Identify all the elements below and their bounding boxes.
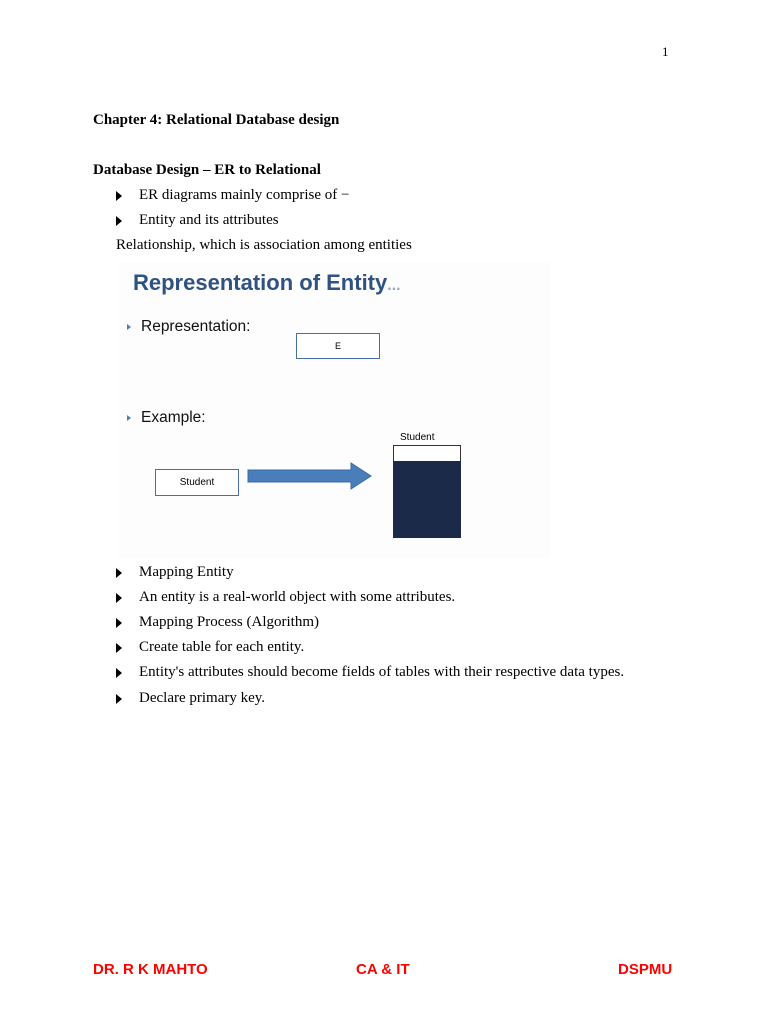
bullet-triangle-icon: [116, 694, 122, 704]
mapping-arrow-icon: [247, 462, 373, 490]
slide-bullet-representation-text: Representation:: [141, 318, 251, 335]
mapping-bullet: [116, 690, 265, 707]
intro-line: Relationship, which is association among entities: [116, 237, 412, 253]
student-entity-rectangle: Student: [155, 469, 239, 496]
slide-bullet-representation: [127, 318, 250, 336]
bullet-triangle-icon: [116, 216, 122, 226]
mapping-bullet-text: An entity is a real-world object with some attributes.: [139, 589, 456, 605]
mapping-bullet-text: Mapping Entity: [139, 564, 234, 580]
page-number: 1: [662, 44, 669, 59]
table-body: [393, 461, 461, 538]
bullet-triangle-icon: [116, 618, 122, 628]
slide-bullet-icon: [127, 324, 131, 330]
bullet-triangle-icon: [116, 668, 122, 678]
intro-bullet: [116, 212, 279, 229]
footer-author: DR. R K MAHTO: [93, 961, 208, 978]
bullet-triangle-icon: [116, 568, 122, 578]
mapping-bullet: [116, 639, 304, 656]
slide-bullet-example: [127, 409, 206, 427]
bullet-triangle-icon: [116, 191, 122, 201]
section-title: Database Design – ER to Relational: [93, 162, 321, 178]
slide-bullet-example-text: Example:: [141, 409, 206, 426]
mapping-bullet-text: Declare primary key.: [139, 690, 266, 706]
intro-bullet-text: Entity and its attributes: [139, 212, 279, 228]
footer-university: DSPMU: [618, 961, 673, 978]
slide-title: [133, 270, 401, 296]
intro-bullet: [116, 187, 350, 204]
slide-bullet-icon: [127, 415, 131, 421]
entity-rectangle: E: [296, 333, 380, 359]
bullet-triangle-icon: [116, 643, 122, 653]
mapping-bullet-text: Create table for each entity.: [139, 639, 305, 655]
intro-bullet-text: ER diagrams mainly comprise of −: [139, 187, 350, 203]
mapping-bullet: [116, 589, 455, 606]
chapter-title: Chapter 4: Relational Database design: [93, 112, 340, 128]
mapping-bullet: [116, 564, 234, 581]
slide-title-ellipsis: ...: [387, 277, 401, 294]
mapping-bullet-text: Mapping Process (Algorithm): [139, 614, 319, 630]
table-label: Student: [400, 432, 435, 443]
entity-representation-slide: [118, 262, 550, 558]
footer-department: CA & IT: [356, 961, 410, 978]
slide-title-text: Representation of Entity: [133, 270, 388, 295]
bullet-triangle-icon: [116, 593, 122, 603]
mapping-bullet-text: Entity's attributes should become fields of tables with their respective data types.: [139, 664, 625, 680]
mapping-bullet: [116, 614, 319, 631]
mapping-bullet: [116, 664, 624, 681]
